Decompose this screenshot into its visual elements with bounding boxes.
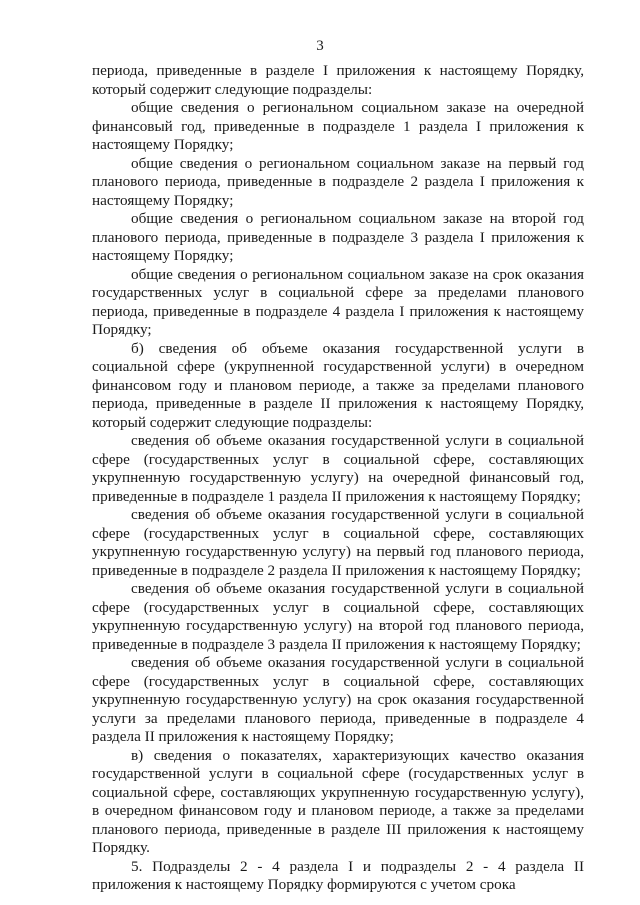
paragraph-item-5: 5. Подразделы 2 - 4 раздела I и подразделы 2 - 4 раздела II приложения к настоящему Порядку формируются с учетом срока bbox=[92, 857, 584, 893]
paragraph-subsection-1-3: общие сведения о региональном социальном заказе на второй год планового периода, приведенные в подразделе 3 раздела I приложения к настоящему Порядку; bbox=[92, 210, 584, 264]
paragraph-subsection-1-1: общие сведения о региональном социальном заказе на очередной финансовый год, приведенные в подразделе 1 раздела I приложения к настоящему Порядку; bbox=[92, 99, 584, 153]
paragraph-intro: периода, приведенные в разделе I приложения к настоящему Порядку, который содержит следующие подразделы: bbox=[92, 62, 584, 98]
page-number: 3 bbox=[316, 38, 324, 54]
paragraph-item-v: в) сведения о показателях, характеризующих качество оказания государственной услуги в социальной сфере (государственных услуг в социальной сфере, составляющих укрупненную государственную услугу), в очередном финансовом году и плановом периоде, а также за пределами планового периода, приведенные в разделе III приложения к настоящему Порядку. bbox=[92, 746, 584, 856]
paragraph-subsection-1-4: общие сведения о региональном социальном заказе на срок оказания государственных услуг в социальной сфере за пределами планового периода, приведенные в подразделе 4 раздела I приложения к настоящему Порядку; bbox=[92, 265, 584, 338]
document-body bbox=[92, 62, 584, 895]
paragraph-subsection-2-4: сведения об объеме оказания государственной услуги в социальной сфере (государственных услуг в социальной сфере, составляющих укрупненную государственную услугу) на срок оказания государственной услуги за пределами планового периода, приведенные в подразделе 4 раздела II приложения к настоящему Порядку; bbox=[92, 654, 584, 745]
paragraph-item-b: б) сведения об объеме оказания государственной услуги в социальной сфере (укрупненной государственной услуги) в очередном финансовом году и плановом периоде, а также за пределами планового периода, приведенные в разделе II приложения к настоящему Порядку, который содержит следующие подразделы: bbox=[92, 339, 584, 431]
paragraph-subsection-2-3: сведения об объеме оказания государственной услуги в социальной сфере (государственных услуг в социальной сфере, составляющих укрупненную государственную услугу) на второй год планового периода, приведенные в подразделе 3 раздела II приложения к настоящему Порядку; bbox=[92, 580, 584, 653]
paragraph-subsection-1-2: общие сведения о региональном социальном заказе на первый год планового периода, приведенные в подразделе 2 раздела I приложения к настоящему Порядку; bbox=[92, 154, 584, 209]
paragraph-subsection-2-1: сведения об объеме оказания государственной услуги в социальной сфере (государственных услуг в социальной сфере, составляющих укрупненную государственную услугу) на очередной финансовый год, приведенные в подразделе 1 раздела II приложения к настоящему Порядку; bbox=[92, 432, 584, 505]
paragraph-subsection-2-2: сведения об объеме оказания государственной услуги в социальной сфере (государственных услуг в социальной сфере, составляющих укрупненную государственную услугу) на первый год планового периода, приведенные в подразделе 2 раздела II приложения к настоящему Порядку; bbox=[92, 506, 584, 579]
